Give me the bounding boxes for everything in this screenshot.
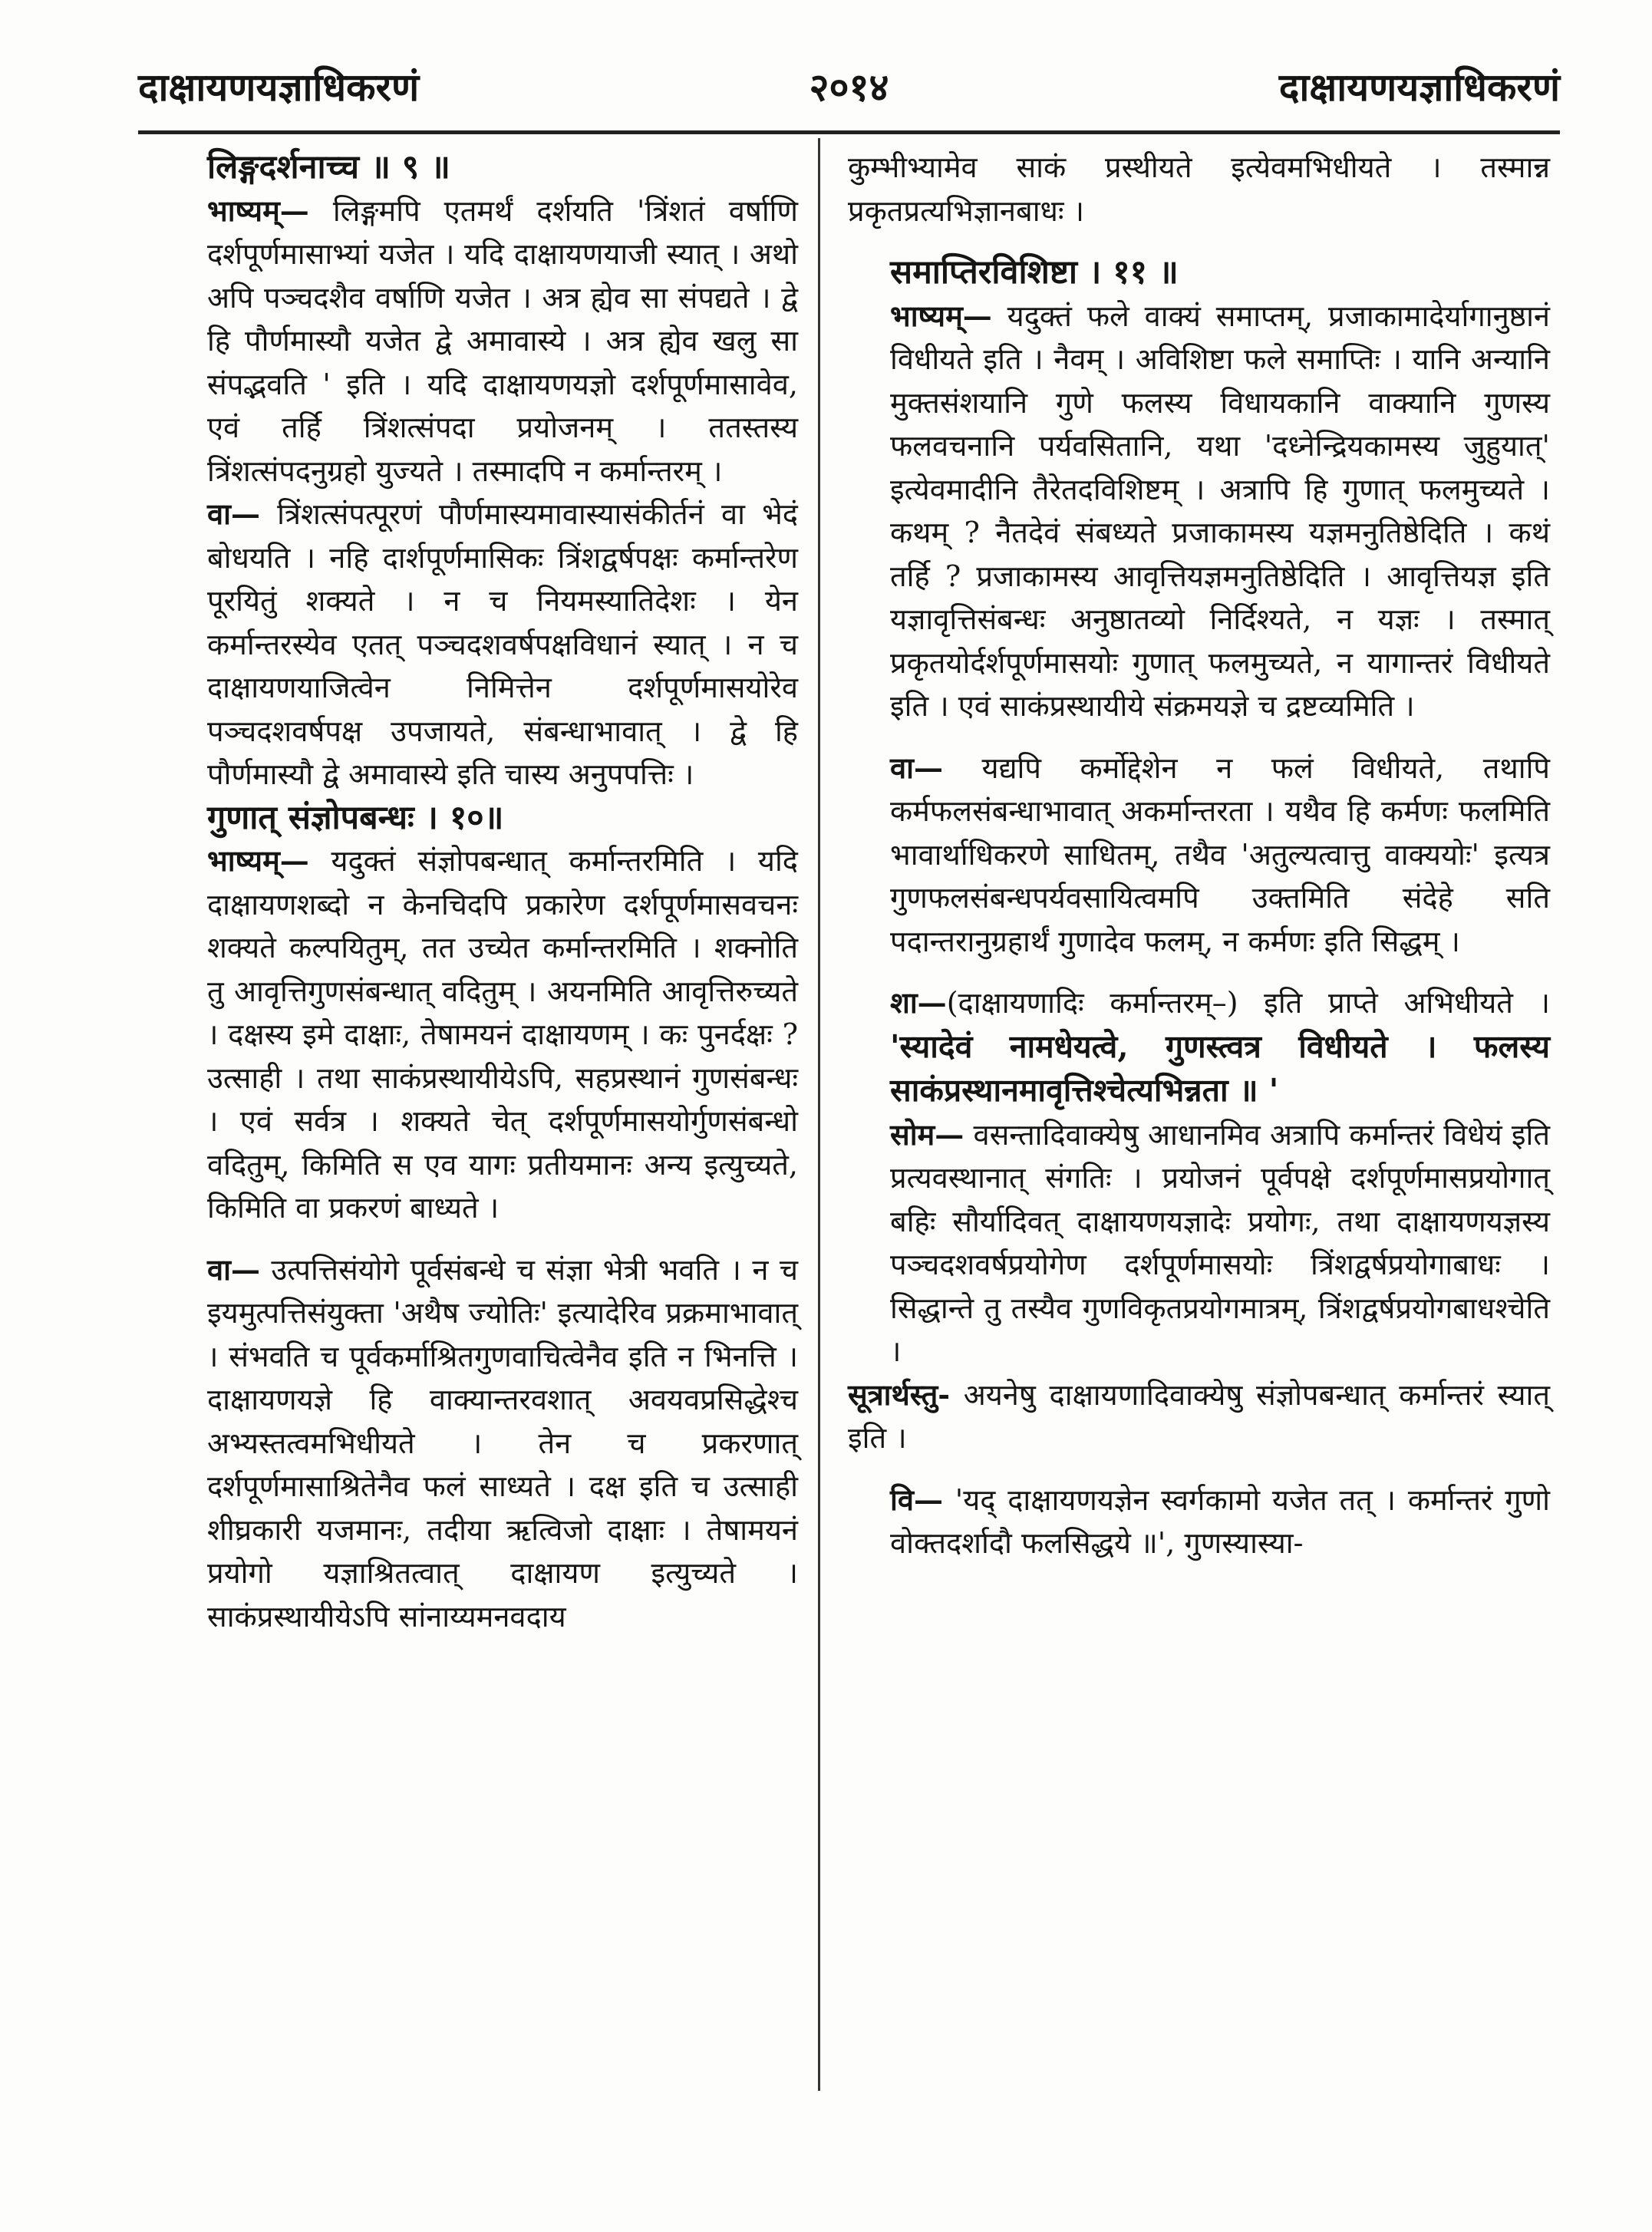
vartika-paragraph bbox=[165, 1248, 798, 1639]
shastradipika-text: (दाक्षायणादिः कर्मान्तरम्–) इति प्राप्ते अभिधीयते । bbox=[946, 986, 1550, 1020]
vivarana-paragraph bbox=[848, 1479, 1550, 1565]
bhashya-text: यदुक्तं संज्ञोपबन्धात् कर्मान्तरमिति । यदि दाक्षायणशब्दो न केनचिदपि प्रकारेण दर्शपूर्णमासवचनः शक्यते कल्पयितुम्, तत उच्येत कर्मान्तरमिति । शक्नोति तु आवृत्तिगुणसंबन्धात् वदितुम् । अयनमिति आवृत्तिरुच्यते । दक्षस्य इमे दाक्षाः, तेषामयनं दाक्षायणम् । कः पुनर्दक्षः ? उत्साही । तथा साकंप्रस्थायीयेऽपि, सहप्रस्थानं गुणसंबन्धः । एवं सर्वत्र । शक्यते चेत् दर्शपूर्णमासयोर्गुणसंबन्धो वदितुम्, किमिति स एव यागः प्रतीयमानः अन्य इत्युच्यते, किमिति वा प्रकरणं बाध्यते । bbox=[207, 844, 798, 1225]
vartika-paragraph bbox=[848, 747, 1550, 964]
bhashya-paragraph bbox=[165, 839, 798, 1230]
sutrartha-label: सूत्रार्थस्तु- bbox=[848, 1376, 951, 1412]
shastradipika-label: शा— bbox=[890, 985, 947, 1020]
shastradipika-paragraph bbox=[848, 981, 1550, 1113]
vivarana-text: 'यद् दाक्षायणयज्ञेन स्वर्गकामो यजेत तत् । कर्मान्तरं गुणो वोक्तदर्शादौ फलसिद्धये ॥', गुणस्यास्या- bbox=[890, 1482, 1550, 1560]
shastradipika-verse: 'स्यादेवं नामधेयत्वे, गुणस्त्वत्र विधीयते । फलस्य साकंप्रस्थानमावृत्तिश्चेत्यभिन्नता ॥ ' bbox=[890, 1027, 1550, 1109]
bhashya-label: भाष्यम्— bbox=[207, 193, 309, 228]
somanatha-text: वसन्तादिवाक्येषु आधानमिव अत्रापि कर्मान्तरं विधेयं इति प्रत्यवस्थानात् संगतिः । प्रयोजनं पूर्वपक्षे दर्शपूर्णमासप्रयोगात् बहिः सौर्यादिवत् दाक्षायणयज्ञादेः प्रयोगः, तथा दाक्षायणयज्ञस्य पञ्चदशवर्षप्रयोगेण दर्शपूर्णमासयोः त्रिंशद्वर्षप्रयोगाबाधः । सिद्धान्ते तु तस्यैव गुणविकृतप्रयोगमात्रम्, त्रिंशद्वर्षप्रयोगबाधश्चेति । bbox=[890, 1117, 1550, 1368]
sutrartha-paragraph bbox=[848, 1373, 1550, 1460]
vivarana-label: वि— bbox=[890, 1482, 943, 1517]
sutra-heading: गुणात् संज्ञोपबन्धः । १०॥ bbox=[207, 798, 504, 837]
vartika-text: त्रिंशत्संपत्पूरणं पौर्णमास्यमावास्यासंकीर्तनं वा भेदं बोधयति । नहि दार्शपूर्णमासिकः त्रिंशद्वर्षपक्षः कर्मान्तरेण पूरयितुं शक्यते । न च नियमस्यातिदेशः । येन कर्मान्तरस्येव एतत् पञ्चदशवर्षपक्षविधानं स्यात् । न च दाक्षायणयाजित्वेन निमित्तेन दर्शपूर्णमासयोरेव पञ्चदशवर्षपक्ष उपजायते, संबन्धाभावात् । द्वे हि पौर्णमास्यौ द्वे अमावास्ये इति चास्य अनुपपत्तिः । bbox=[207, 497, 798, 791]
column-divider bbox=[818, 138, 820, 2091]
vartika-label: वा— bbox=[207, 1251, 260, 1287]
left-column bbox=[165, 146, 798, 1638]
page-header bbox=[138, 60, 1560, 121]
vartika-label: वा— bbox=[207, 496, 260, 531]
right-column bbox=[848, 146, 1550, 1565]
vartika-text: उत्पत्तिसंयोगे पूर्वसंबन्धे च संज्ञा भेत्री भवति । न च इयमुत्पत्तिसंयुक्ता 'अथैष ज्योतिः' इत्यादेरिव प्रक्रमाभावात् । संभवति च पूर्वकर्माश्रितगुणवाचित्वेनैव इति न भिनत्ति । दाक्षायणयज्ञे हि वाक्यान्तरवशात् अवयवप्रसिद्धेश्च अभ्यस्तत्वमभिधीयते । तेन च प्रकरणात् दर्शपूर्णमासाश्रितेनैव फलं साध्यते । दक्ष इति च उत्साही शीघ्रकारी यजमानः, तदीया ऋत्विजो दाक्षाः । तेषामयनं प्रयोगो यज्ञाश्रितत्वात् दाक्षायण इत्युच्यते । साकंप्रस्थायीयेऽपि सांनाय्यमनवदाय bbox=[207, 1252, 798, 1634]
header-left-title: दाक्षायणयज्ञाधिकरणं bbox=[138, 64, 420, 110]
sutra-heading: समाप्तिरविशिष्टा । ११ ॥ bbox=[890, 253, 1179, 292]
continued-paragraph: कुम्भीभ्यामेव साकं प्रस्थीयते इत्येवमभिधीयते । तस्मान्न प्रकृतप्रत्यभिज्ञानबाधः । bbox=[848, 150, 1550, 228]
sutra-heading: लिङ्गदर्शनाच्च ॥ ९ ॥ bbox=[207, 148, 450, 186]
vartika-text: यद्यपि कर्मोद्देशेन न फलं विधीयते, तथापि कर्मफलसंबन्धाभावात् अकर्मान्तरता । यथैव हि कर्मणः फलमिति भावार्थाधिकरणे साधितम्, तथैव 'अतुल्यत्वात्तु वाक्ययोः' इत्यत्र गुणफलसंबन्धपर्यवसायित्वमपि उक्तमिति संदेहे सति पदान्तरानुग्रहार्थं गुणादेव फलम्, न कर्मणः इति सिद्धम् । bbox=[890, 750, 1550, 958]
header-right-title: दाक्षायणयज्ञाधिकरणं bbox=[1278, 64, 1560, 110]
bhashya-label: भाष्यम्— bbox=[890, 298, 992, 333]
bhashya-text: लिङ्गमपि एतमर्थं दर्शयति 'त्रिंशतं वर्षाणि दर्शपूर्णमासाभ्यां यजेत । यदि दाक्षायणयाजी स्यात् । अथो अपि पञ्चदशैव वर्षाणि यजेत । अत्र ह्येव सा संपद्यते । द्वे हि पौर्णमास्यौ यजेत द्वे अमावास्ये । अत्र ह्येव खलु सा संपद्भवति ' इति । यदि दाक्षायणयज्ञो दर्शपूर्णमासावेव, एवं तर्हि त्रिंशत्संपदा प्रयोजनम् । ततस्तस्य त्रिंशत्संपदनुग्रहो युज्यते । तस्मादपि न कर्मान्तरम् । bbox=[207, 193, 798, 488]
bhashya-paragraph bbox=[848, 295, 1550, 728]
sutrartha-text: अयनेषु दाक्षायणादिवाक्येषु संज्ञोपबन्धात् कर्मान्तरं स्यात् इति । bbox=[848, 1377, 1550, 1455]
somanatha-label: सोम— bbox=[890, 1116, 964, 1152]
bhashya-paragraph bbox=[165, 190, 798, 493]
bhashya-text: यदुक्तं फले वाक्यं समाप्तम्, प्रजाकामादेर्यागानुष्ठानं विधीयते इति । नैवम् । अविशिष्टा फले समाप्तिः । यानि अन्यानि मुक्तसंशयानि गुणे फलस्य विधायकानि वाक्यानि गुणस्य फलवचनानि पर्यवसितानि, यथा 'दध्नेन्द्रियकामस्य जुहुयात्' इत्येवमादीनि तैरेतदविशिष्टम् । अत्रापि हि गुणात् फलमुच्यते । कथम् ? नैतदेवं संबध्यते प्रजाकामस्य यज्ञमनुतिष्ठेदिति । कथं तर्हि ? प्रजाकामस्य आवृत्तियज्ञमनुतिष्ठेदिति । आवृत्तियज्ञ इति यज्ञावृत्तिसंबन्धः अनुष्ठातव्यो निर्दिश्यते, न यज्ञः । तस्मात् प्रकृतयोर्दर्शपूर्णमासयोः गुणात् फलमुच्यते, न यागान्तरं विधीयते इति । एवं साकंप्रस्थायीये संक्रमयज्ञे च द्रष्टव्यमिति । bbox=[890, 298, 1550, 723]
vartika-label: वा— bbox=[890, 750, 943, 785]
header-rule bbox=[138, 130, 1560, 134]
bhashya-label: भाष्यम्— bbox=[207, 843, 309, 878]
page-number: २०१४ bbox=[809, 64, 889, 110]
somanatha-paragraph bbox=[848, 1113, 1550, 1373]
vartika-paragraph bbox=[165, 493, 798, 796]
